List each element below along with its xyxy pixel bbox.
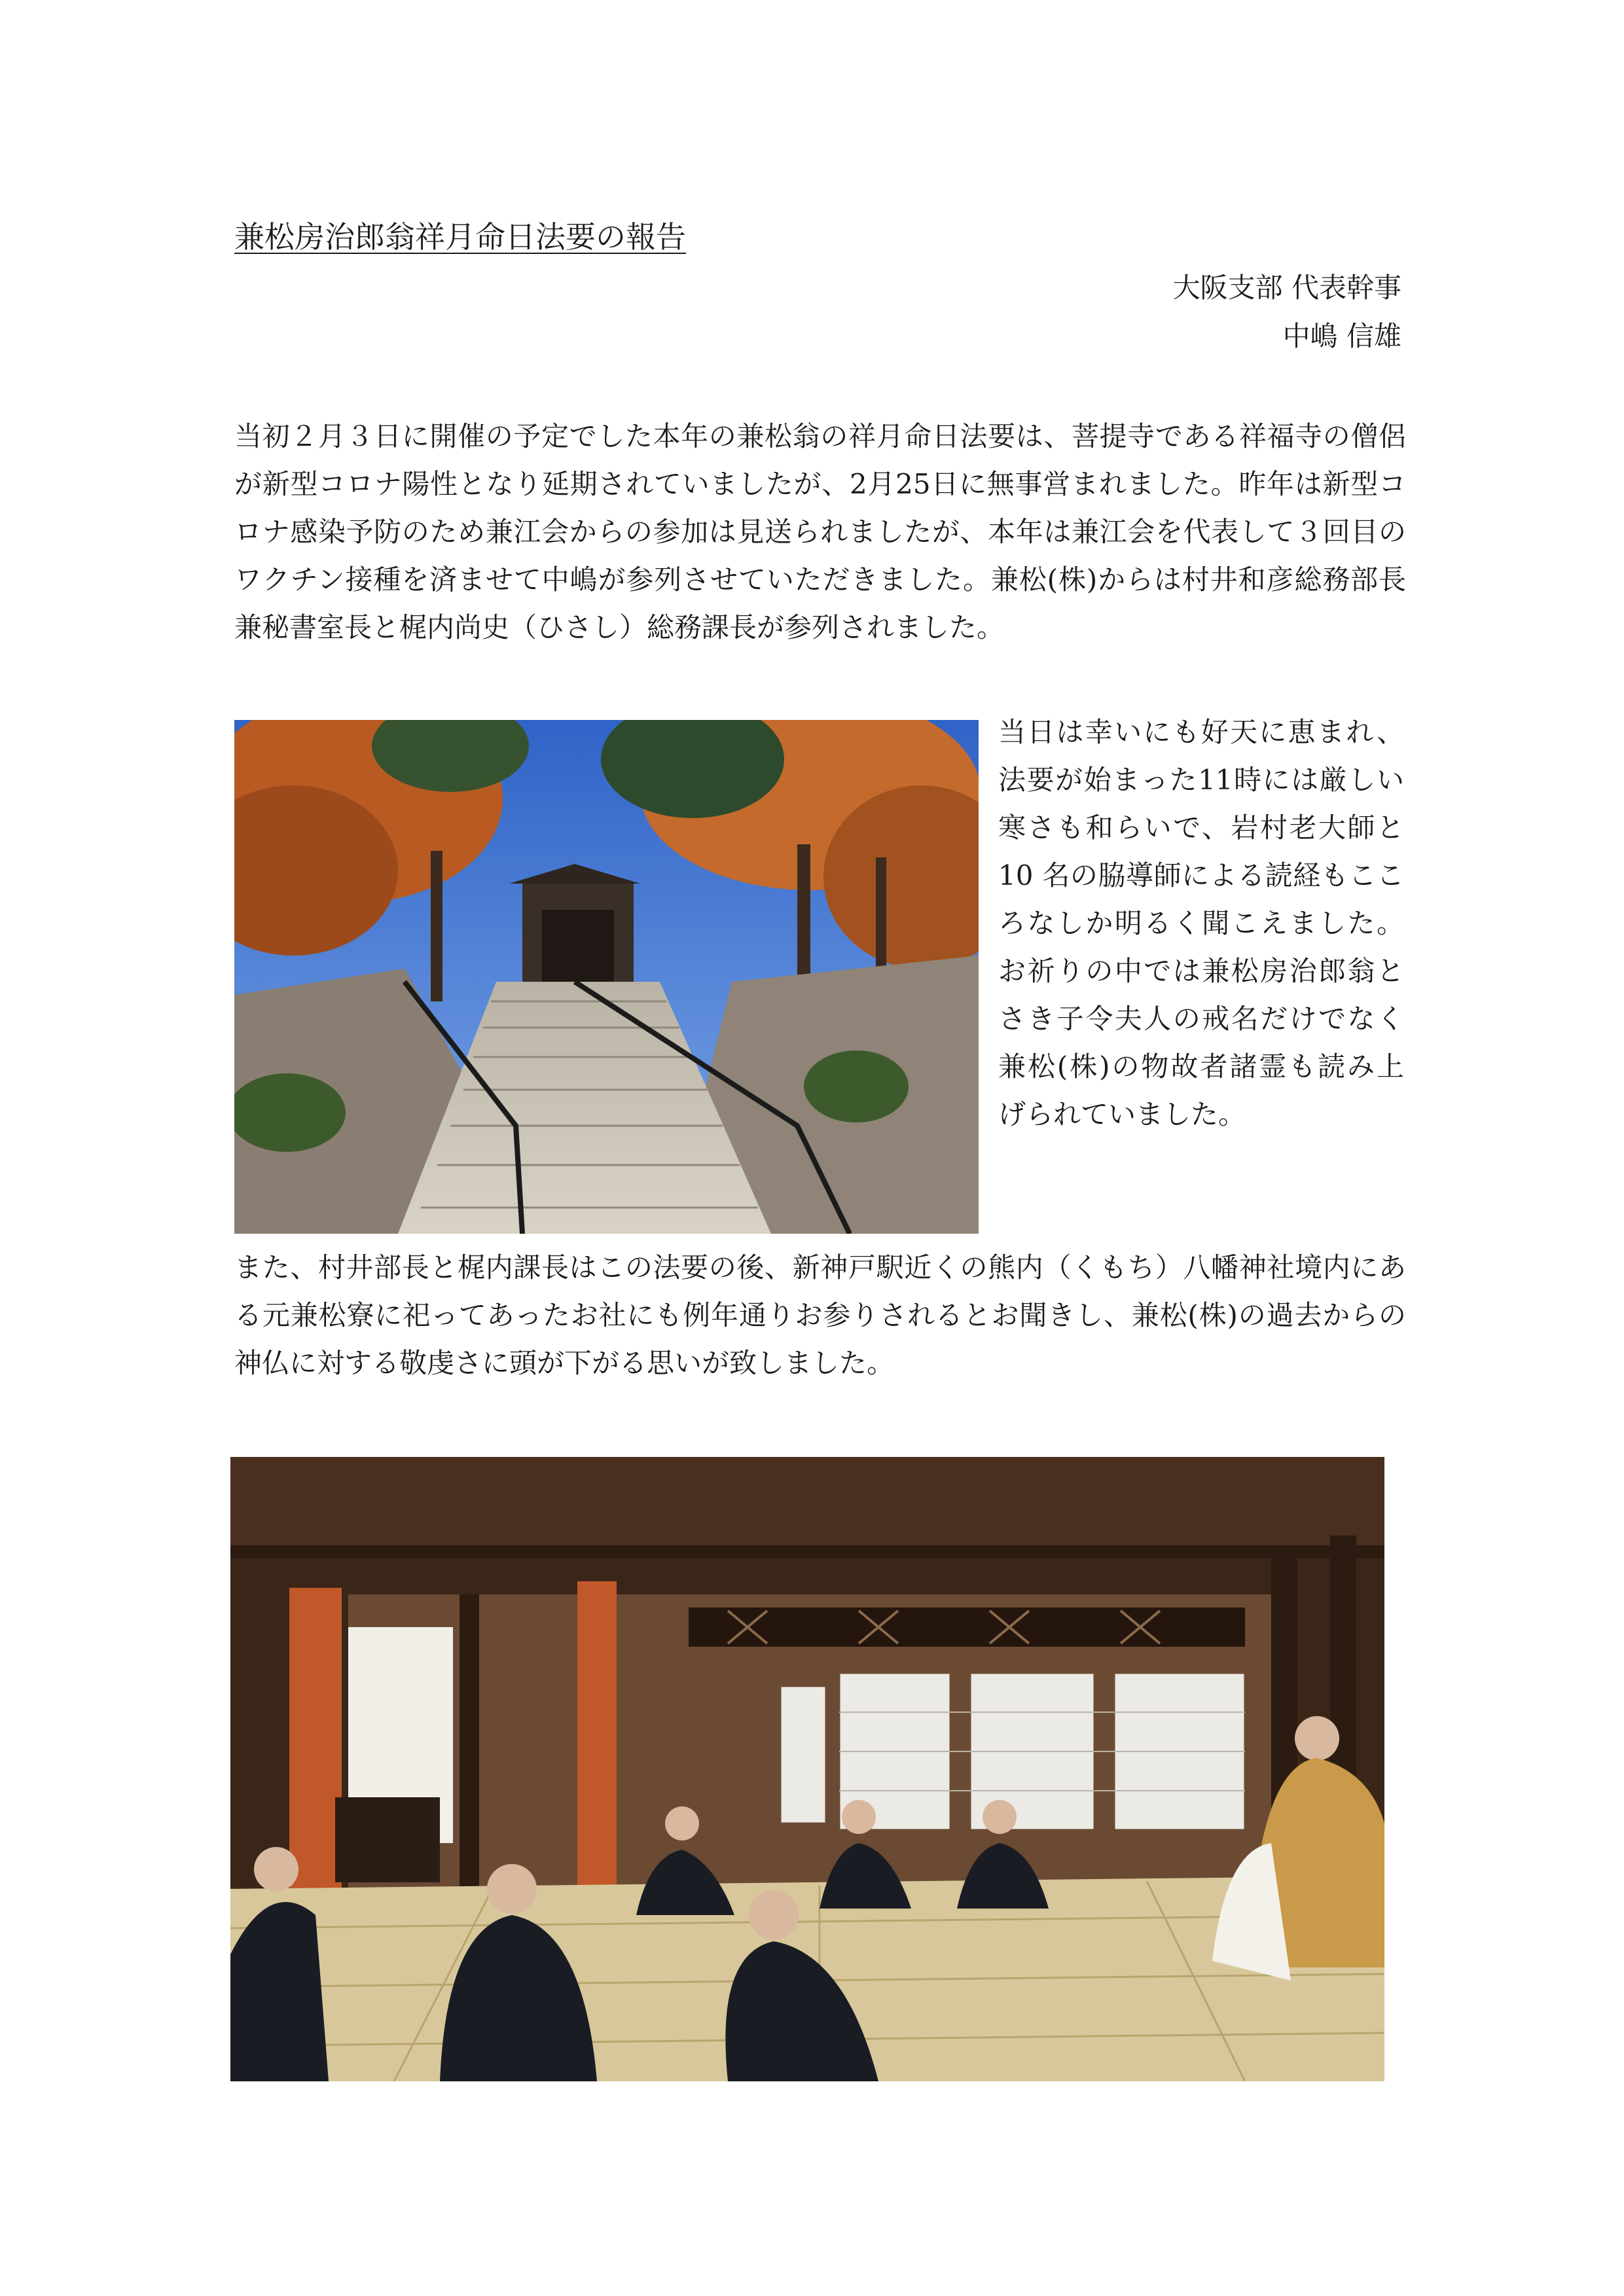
memorial-hall-photo: [230, 1457, 1384, 2081]
report-title: 兼松房治郎翁祥月命日法要の報告: [234, 219, 686, 255]
author-department: 大阪支部 代表幹事: [1172, 272, 1401, 304]
intro-paragraph: 当初２月３日に開催の予定でした本年の兼松翁の祥月命日法要は、菩提寺である祥福寺の僧侶が新型コロナ陽性となり延期されていましたが、2月25日に無事営まれました。昨年は新型コロナ感染予防のため兼江会からの参加は見送られましたが、本年は兼江会を代表して３回目のワクチン接種を済ませて中嶋が参列させていただきました。兼松(株)からは村井和彦総務部長兼秘書室長と梶内尚史（ひさし）総務課長が参列されました。: [234, 420, 1406, 643]
after-paragraph: また、村井部長と梶内課長はこの法要の後、新神戸駅近くの熊内（くもち）八幡神社境内にある元兼松寮に祀ってあったお社にも例年通りお参りされるとお聞きし、兼松(株)の過去からの神仏に対する敬虔さに頭が下がる思いが致しました。: [234, 1251, 1406, 1379]
side-paragraph: 当日は幸いにも好天に恵まれ、法要が始まった11時には厳しい寒さも和らいで、岩村老大師と 10 名の脇導師による読経もこころなしか明るく聞こえました。お祈りの中では兼松房治郎翁とさき子令夫人の戒名だけでなく兼松(株)の物故者諸霊も読み上げられていました。: [998, 716, 1404, 1130]
temple-stairs-photo: [234, 720, 979, 1234]
author-name: 中嶋 信雄: [1282, 320, 1401, 352]
